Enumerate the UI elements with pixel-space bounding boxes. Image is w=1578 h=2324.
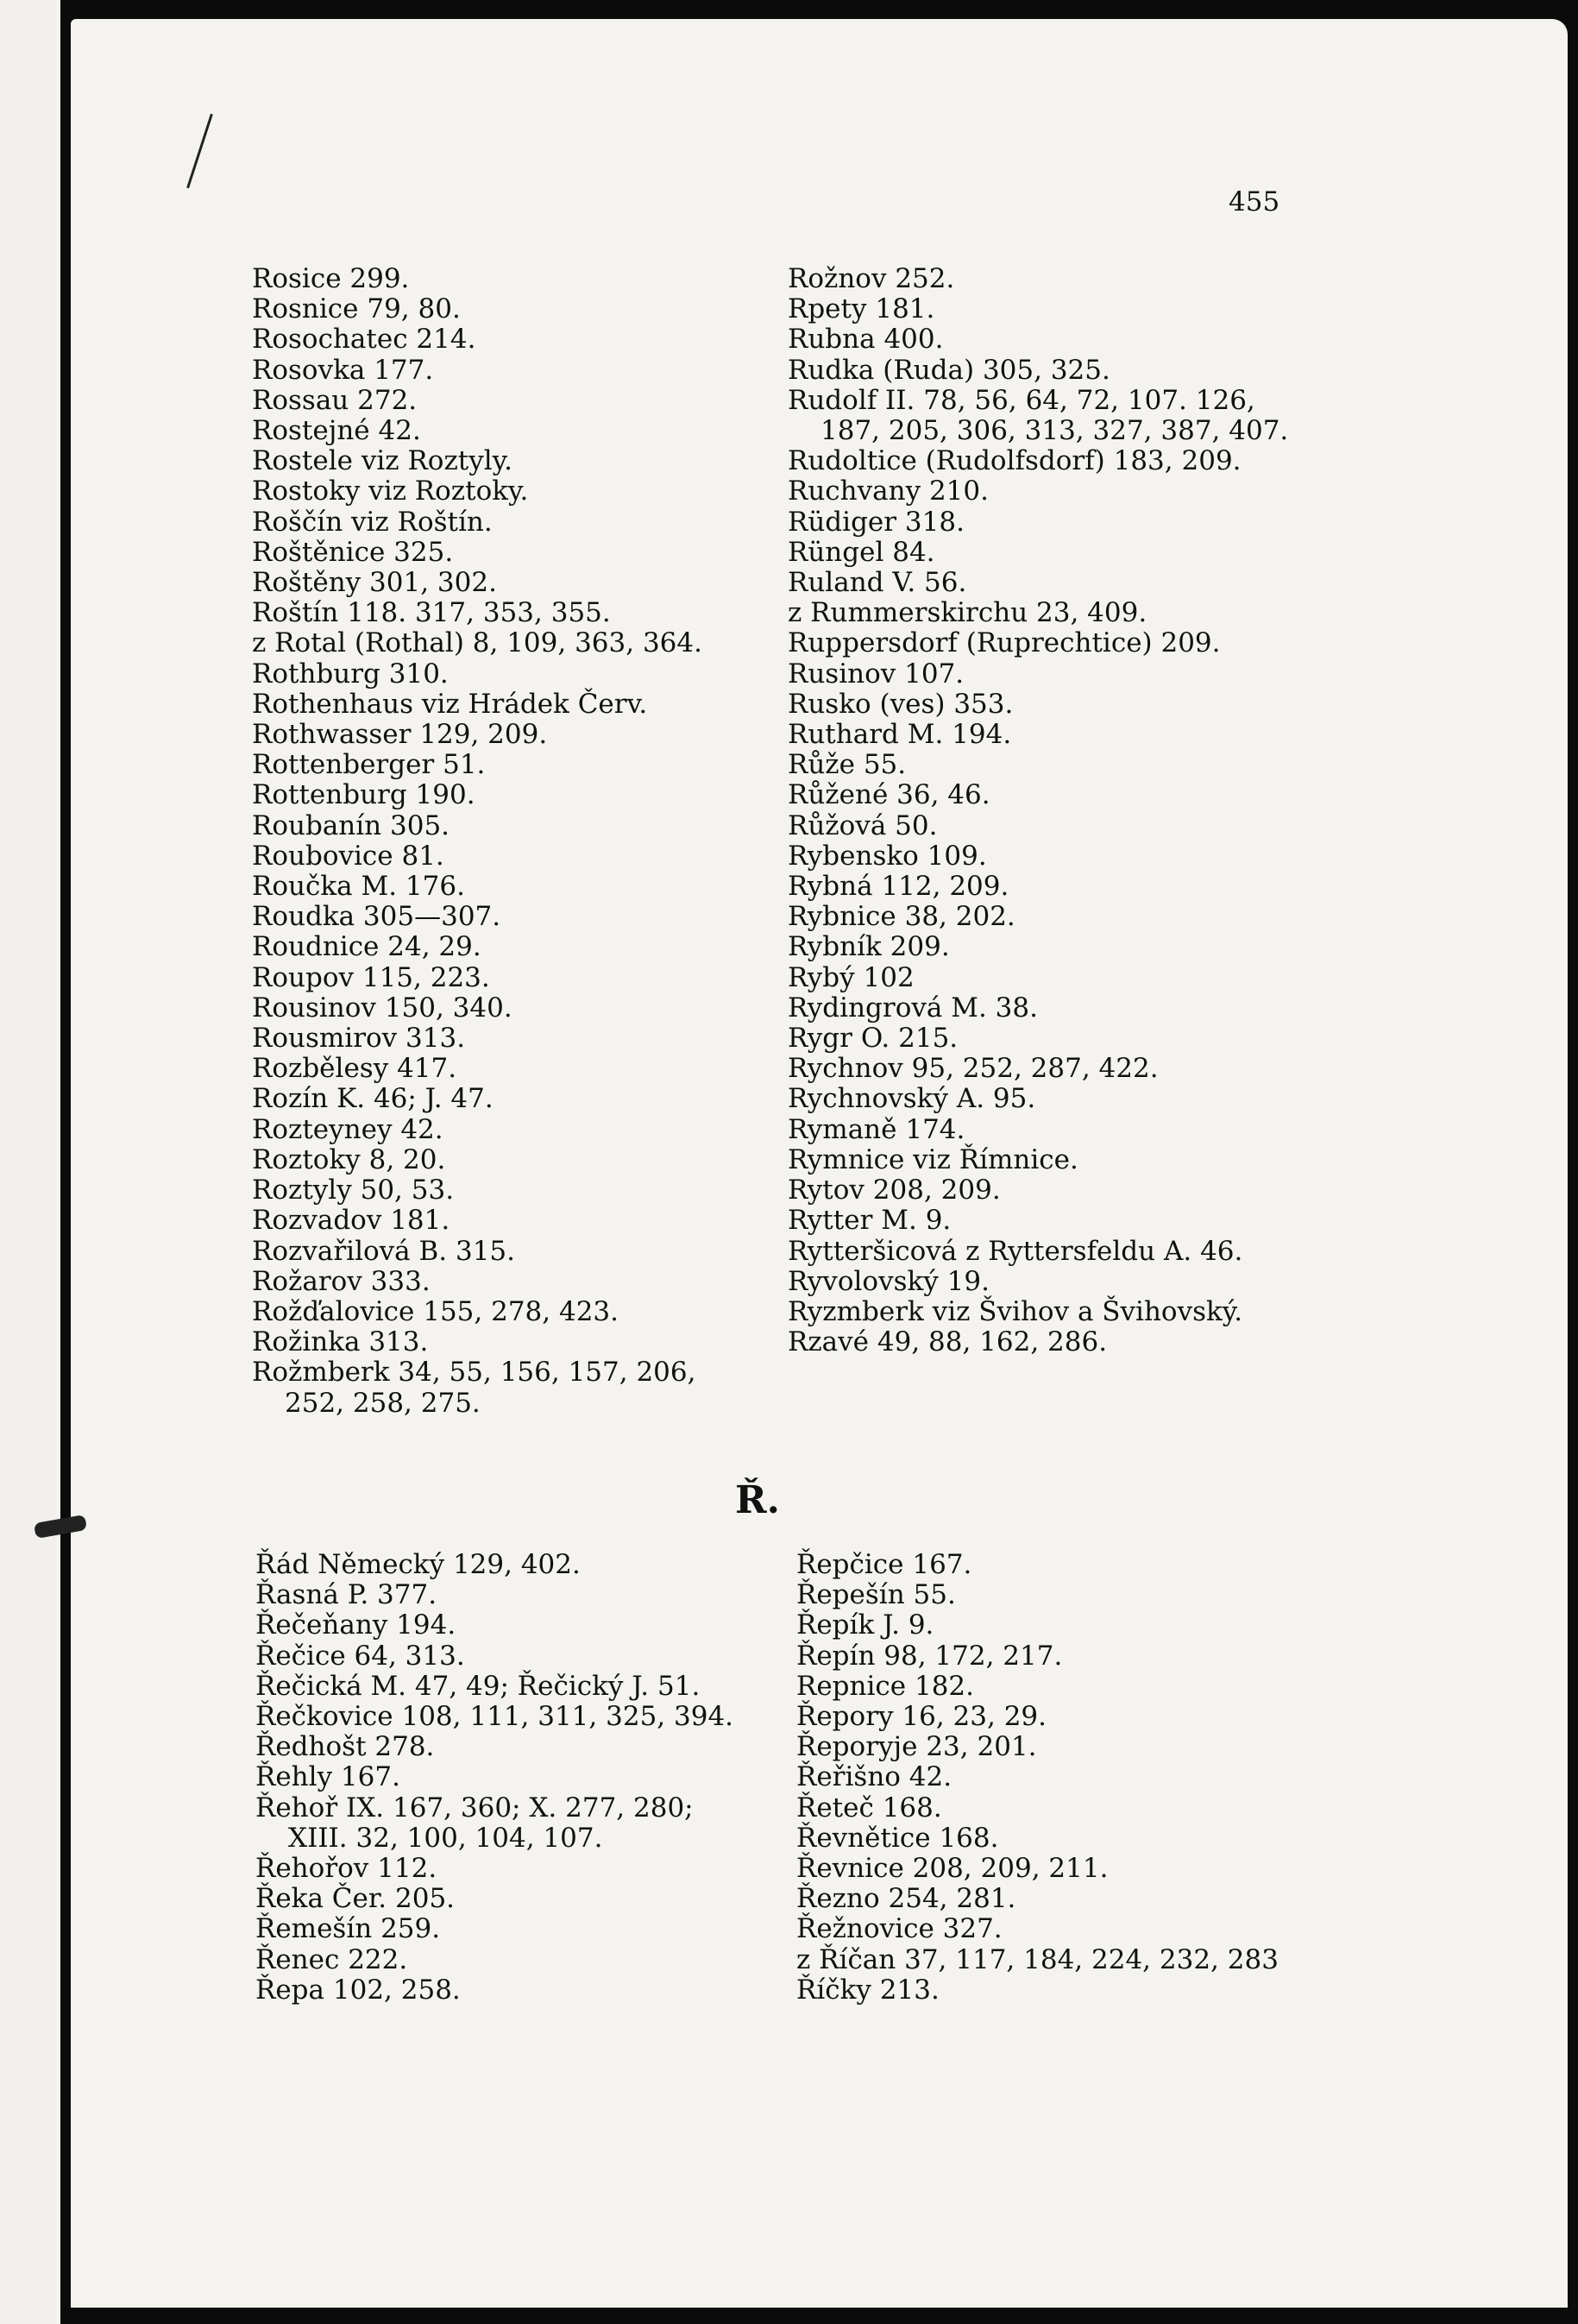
index-entry: Řečická M. 47, 49; Řečický J. 51.	[255, 1670, 701, 1702]
index-entry: Rygr O. 215.	[788, 1023, 959, 1055]
index-entry: Rottenburg 190.	[252, 779, 475, 811]
index-entry: Roudnice 24, 29.	[252, 931, 481, 963]
index-column-top-left	[252, 264, 702, 1419]
index-entry: Roštín 118. 317, 353, 355.	[252, 597, 611, 629]
index-entry: Roztyly 50, 53.	[252, 1175, 455, 1206]
index-entry: Říčky 213.	[796, 1974, 940, 2006]
index-entry: Rozteyney 42.	[252, 1113, 443, 1145]
index-entry: Ruppersdorf (Ruprechtice) 209.	[788, 627, 1221, 659]
index-entry: Rozvařilová B. 315.	[252, 1235, 516, 1267]
index-entry: Rožarov 333.	[252, 1265, 431, 1297]
index-entry: Rožinka 313.	[252, 1326, 429, 1358]
index-entry: Řeka Čer. 205.	[255, 1883, 456, 1915]
index-entry: Rožmberk 34, 55, 156, 157, 206,	[252, 1357, 696, 1389]
index-column-top-right	[788, 264, 1288, 1357]
index-entry: Rybý 102	[788, 961, 915, 993]
index-entry: Řasná P. 377.	[255, 1579, 437, 1611]
index-entry: Rossau 272.	[252, 384, 418, 416]
index-entry: Řečkovice 108, 111, 311, 325, 394.	[255, 1701, 734, 1733]
index-entry: Rybnice 38, 202.	[788, 901, 1015, 933]
index-entry: Rosnice 79, 80.	[252, 293, 461, 325]
index-entry: Repnice 182.	[796, 1670, 974, 1702]
index-entry: Roštěny 301, 302.	[252, 567, 497, 599]
index-entry: Rožďalovice 155, 278, 423.	[252, 1295, 619, 1327]
index-entry: Rusinov 107.	[788, 658, 965, 690]
index-entry: Ryvolovský 19.	[788, 1265, 990, 1297]
index-entry: Rothburg 310.	[252, 658, 449, 690]
section-heading: Ř.	[735, 1478, 780, 1522]
index-entry: Ruland V. 56.	[788, 567, 967, 599]
index-entry: Rottenberger 51.	[252, 749, 486, 781]
index-entry: Rožnov 252.	[788, 263, 955, 294]
index-entry: Rydingrová M. 38.	[788, 992, 1038, 1023]
index-entry: Řepín 98, 172, 217.	[796, 1640, 1063, 1672]
index-entry: Řezno 254, 281.	[796, 1883, 1016, 1915]
index-entry: XIII. 32, 100, 104, 107.	[288, 1822, 603, 1854]
index-entry: z Rummerskirchu 23, 409.	[788, 597, 1147, 629]
index-entry: Rousinov 150, 340.	[252, 992, 512, 1023]
index-entry: Řečeňany 194.	[255, 1609, 456, 1641]
index-entry: Rytteršicová z Ryttersfeldu A. 46.	[788, 1235, 1243, 1267]
index-column-bottom-left	[255, 1550, 733, 2006]
index-entry: Rozbělesy 417.	[252, 1053, 457, 1085]
index-entry: Řenec 222.	[255, 1943, 408, 1975]
index-entry: Rychnovský A. 95.	[788, 1083, 1036, 1115]
index-entry: Rybensko 109.	[788, 840, 987, 872]
index-entry: Rytter M. 9.	[788, 1205, 952, 1237]
index-entry: Řeteč 168.	[796, 1792, 942, 1823]
index-entry: Rüdiger 318.	[788, 506, 965, 538]
index-entry: 187, 205, 306, 313, 327, 387, 407.	[820, 415, 1289, 447]
index-entry: Rytov 208, 209.	[788, 1175, 1001, 1206]
index-entry: Řečice 64, 313.	[255, 1640, 465, 1672]
page-number: 455	[1229, 186, 1280, 217]
index-entry: z Rotal (Rothal) 8, 109, 363, 364.	[252, 627, 702, 659]
index-entry: Rudka (Ruda) 305, 325.	[788, 354, 1110, 386]
index-entry: Roštěnice 325.	[252, 536, 454, 568]
index-entry: Řepa 102, 258.	[255, 1974, 461, 2006]
index-entry: Rothenhaus viz Hrádek Červ.	[252, 688, 648, 720]
index-entry: Rybník 209.	[788, 931, 950, 963]
index-entry: Řevnice 208, 209, 211.	[796, 1853, 1109, 1885]
index-entry: Roubanín 305.	[252, 809, 450, 841]
index-entry: Rudoltice (Rudolfsdorf) 183, 209.	[788, 445, 1242, 477]
index-entry: Ruchvany 210.	[788, 476, 989, 507]
index-entry: Řehořov 112.	[255, 1853, 437, 1885]
index-entry: Rusko (ves) 353.	[788, 688, 1014, 720]
facing-page-edge	[0, 0, 57, 2324]
index-entry: Rousmirov 313.	[252, 1023, 466, 1055]
index-entry: Řepešín 55.	[796, 1579, 956, 1611]
index-entry: Rosovka 177.	[252, 354, 434, 386]
index-entry: Rychnov 95, 252, 287, 422.	[788, 1053, 1159, 1085]
index-entry: Růžová 50.	[788, 809, 938, 841]
index-entry: Řehoř IX. 167, 360; X. 277, 280;	[255, 1792, 694, 1823]
index-entry: Růžené 36, 46.	[788, 779, 990, 811]
index-entry: Řemešín 259.	[255, 1913, 441, 1945]
index-entry: z Říčan 37, 117, 184, 224, 232, 283	[796, 1943, 1279, 1975]
index-entry: Rostele viz Roztyly.	[252, 445, 512, 477]
index-entry: Rubna 400.	[788, 324, 944, 356]
index-entry: 252, 258, 275.	[285, 1387, 481, 1419]
index-entry: Rüngel 84.	[788, 536, 935, 568]
index-entry: Rzavé 49, 88, 162, 286.	[788, 1326, 1108, 1358]
index-entry: Rostoky viz Roztoky.	[252, 476, 529, 507]
index-entry: Rpety 181.	[788, 293, 935, 325]
index-entry: Řepík J. 9.	[796, 1609, 934, 1641]
index-entry: Rymaně 174.	[788, 1113, 965, 1145]
index-entry: Rudolf II. 78, 56, 64, 72, 107. 126,	[788, 384, 1255, 416]
index-entry: Roztoky 8, 20.	[252, 1143, 446, 1175]
index-entry: Ředhošt 278.	[255, 1731, 435, 1763]
index-entry: Roubovice 81.	[252, 840, 444, 872]
index-entry: Rozvadov 181.	[252, 1205, 450, 1237]
index-entry: Rosochatec 214.	[252, 324, 476, 356]
index-entry: Ryzmberk viz Švihov a Švihovský.	[788, 1295, 1243, 1327]
index-entry: Rozín K. 46; J. 47.	[252, 1083, 494, 1115]
index-entry: Rybná 112, 209.	[788, 871, 1009, 903]
index-entry: Řád Německý 129, 402.	[255, 1549, 581, 1580]
index-entry: Rostejné 42.	[252, 415, 421, 447]
index-column-bottom-right	[796, 1550, 1279, 2006]
gutter-line	[57, 0, 60, 2324]
index-entry: Roščín viz Roštín.	[252, 506, 493, 538]
index-entry: Řeřišno 42.	[796, 1761, 952, 1793]
index-entry: Řeporyje 23, 201.	[796, 1731, 1037, 1763]
index-entry: Rosice 299.	[252, 263, 410, 294]
index-entry: Roudka 305—307.	[252, 901, 501, 933]
index-entry: Řežnovice 327.	[796, 1913, 1003, 1945]
index-entry: Rymnice viz Římnice.	[788, 1143, 1078, 1175]
index-entry: Ruthard M. 194.	[788, 719, 1012, 751]
index-entry: Řepory 16, 23, 29.	[796, 1701, 1047, 1733]
index-entry: Řevnětice 168.	[796, 1822, 999, 1854]
index-entry: Řepčice 167.	[796, 1549, 972, 1580]
index-entry: Roučka M. 176.	[252, 871, 465, 903]
index-entry: Řehly 167.	[255, 1761, 400, 1793]
index-entry: Roupov 115, 223.	[252, 961, 490, 993]
index-entry: Růže 55.	[788, 749, 907, 781]
index-entry: Rothwasser 129, 209.	[252, 719, 548, 751]
